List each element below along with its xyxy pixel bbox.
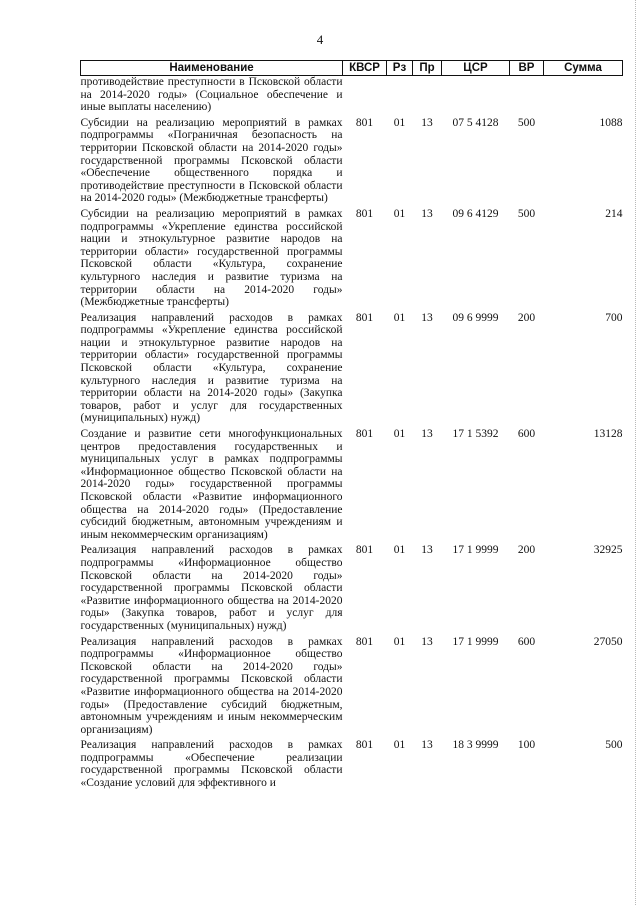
row-csr: 18 3 9999 xyxy=(452,739,499,752)
row-kvsr: 801 xyxy=(355,739,374,752)
row-vr: 600 xyxy=(517,635,536,648)
scan-edge xyxy=(633,0,636,905)
table-header xyxy=(81,61,623,76)
table-row xyxy=(81,427,623,543)
budget-table xyxy=(80,60,623,792)
row-pr: 13 xyxy=(421,739,433,752)
row-csr: 09 6 4129 xyxy=(452,207,499,220)
header-csr: ЦСР xyxy=(442,61,510,76)
row-name: Реализация направлений расходов в рамках подпрограммы «Информационное общество Псковской области на 2014-2020 годы» государственной программы Псковской области «Развитие информационного общества на 2014-2020 годы» (Закупка товаров, работ и услуг для государственных (муниципальных) нужд) xyxy=(80,544,343,632)
row-pr: 13 xyxy=(421,207,433,220)
row-rz: 01 xyxy=(393,739,406,752)
row-name: Реализация направлений расходов в рамках подпрограммы «Укрепление единства российской нации и этнокультурное развитие народов на территории области» государственной программы Псковской области «Культура, сохранение культурного наследия и развитие туризма на территории области на 2014-2020 годы» (Закупка товаров, работ и услуг для государственных (муниципальных) нужд) xyxy=(80,311,343,425)
row-pr: 13 xyxy=(421,428,433,441)
row-vr: 500 xyxy=(517,207,536,220)
row-rz: 01 xyxy=(393,207,406,220)
table-row xyxy=(81,543,623,634)
row-name: Субсидии на реализацию мероприятий в рамках подпрограммы «Укрепление единства российской нации и этнокультурное развитие народов на территории области» государственной программы Псковской области «Культура, сохранение культурного наследия и развитие туризма на территории области на 2014-2020 годы» (Межбюджетные трансферты) xyxy=(80,207,343,309)
row-name: Реализация направлений расходов в рамках подпрограммы «Обеспечение реализации государственной программы Псковской области «Создание условий для эффективного и xyxy=(80,739,343,790)
table-row xyxy=(81,635,623,739)
row-vr: 200 xyxy=(517,311,536,324)
row-rz: 01 xyxy=(393,311,406,324)
row-sum: 214 xyxy=(605,207,623,220)
row-pr: 13 xyxy=(421,635,433,648)
row-rz: 01 xyxy=(393,116,406,129)
row-csr: 17 1 9999 xyxy=(452,635,499,648)
page-number: 4 xyxy=(316,32,324,47)
row-pr: 13 xyxy=(421,116,433,129)
row-rz: 01 xyxy=(393,428,406,441)
row-name: Субсидии на реализацию мероприятий в рамках подпрограммы «Пограничная безопасность на территории Псковской области на 2014-2020 годы» государственной программы Псковской области «Обеспечение общественного порядка и противодействие преступности в Псковской области на 2014-2020 годы» (Межбюджетные трансферты) xyxy=(80,116,343,205)
row-name: противодействие преступности в Псковской области на 2014-2020 годы» (Социальное обеспечение и иные выплаты населению) xyxy=(80,76,343,114)
header-vr: ВР xyxy=(510,61,544,76)
row-name: Реализация направлений расходов в рамках подпрограммы «Информационное общество Псковской области на 2014-2020 годы» государственной программы Псковской области «Развитие информационного общества на 2014-2020 годы» (Предоставление субсидий бюджетным, автономным учреждениям и иным некоммерческим организациям) xyxy=(80,635,343,736)
row-vr: 200 xyxy=(517,544,536,557)
header-name: Наименование xyxy=(81,61,343,76)
row-sum: 1088 xyxy=(599,116,623,129)
row-sum: 13128 xyxy=(593,428,623,441)
table-row xyxy=(81,311,623,427)
row-kvsr: 801 xyxy=(355,428,374,441)
row-pr: 13 xyxy=(421,544,433,557)
row-kvsr: 801 xyxy=(355,116,374,129)
row-csr: 17 1 5392 xyxy=(452,428,499,441)
row-rz: 01 xyxy=(393,544,406,557)
row-kvsr: 801 xyxy=(355,635,374,648)
row-sum: 500 xyxy=(605,739,623,752)
row-csr: 09 6 9999 xyxy=(452,311,499,324)
row-rz: 01 xyxy=(393,635,406,648)
table-row xyxy=(81,207,623,311)
header-sum: Сумма xyxy=(544,61,623,76)
row-pr: 13 xyxy=(421,311,433,324)
row-vr: 100 xyxy=(517,739,536,752)
header-kvsr: КВСР xyxy=(343,61,387,76)
row-sum: 32925 xyxy=(593,544,623,557)
row-kvsr: 801 xyxy=(355,207,374,220)
row-csr: 17 1 9999 xyxy=(452,544,499,557)
header-rz: Рз xyxy=(387,61,413,76)
table-row-continuation xyxy=(81,76,623,116)
row-kvsr: 801 xyxy=(355,544,374,557)
row-csr: 07 5 4128 xyxy=(452,116,499,129)
row-sum: 27050 xyxy=(593,635,623,648)
row-vr: 500 xyxy=(517,116,536,129)
table-row xyxy=(81,738,623,791)
row-kvsr: 801 xyxy=(355,311,374,324)
table-row xyxy=(81,116,623,207)
header-pr: Пр xyxy=(413,61,442,76)
row-vr: 600 xyxy=(517,428,536,441)
row-sum: 700 xyxy=(605,311,623,324)
row-name: Создание и развитие сети многофункциональных центров предоставления государственных и муниципальных услуг в рамках подпрограммы «Информационное общество Псковской области на 2014-2020 годы» государственной программы Псковской области «Развитие информационного общества на 2014-2020 годы» (Предоставление субсидий бюджетным, автономным учреждениям и иным некоммерческим организациям) xyxy=(80,428,343,541)
